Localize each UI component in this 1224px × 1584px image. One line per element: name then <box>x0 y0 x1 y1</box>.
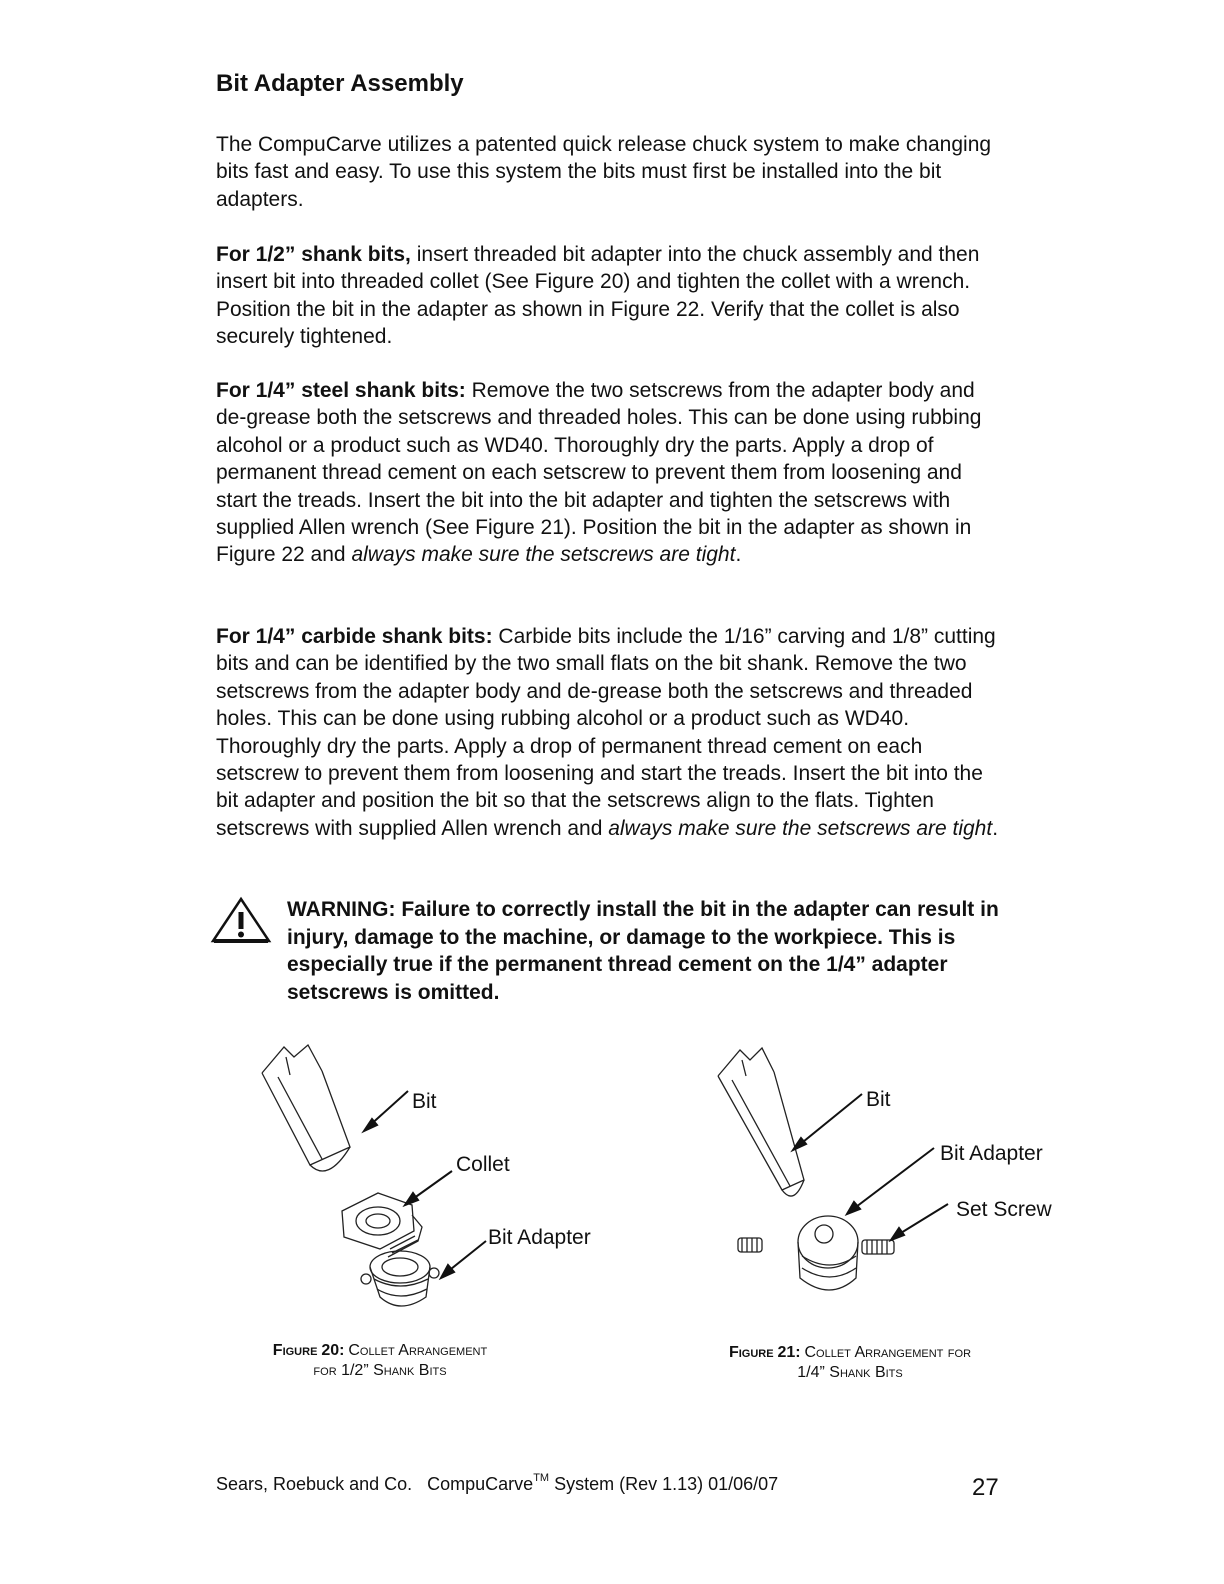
footer-product: CompuCarve <box>427 1474 534 1494</box>
footer-company: Sears, Roebuck and Co. <box>216 1474 413 1494</box>
caption-figure-word: Figure <box>272 1342 318 1359</box>
collet-label: Collet <box>456 1153 510 1176</box>
shank-arrangement-illustration <box>700 1040 1080 1310</box>
paragraph-text: insert threaded bit adapter into the chuck assembly and then insert bit into threaded collet (See Figure 20) and tighten the collet with a wrench. Position the bit in the adapter as shown in Figure 22. Verify that the collet is also securely tightened. <box>216 243 980 349</box>
caption-figure-number: 20: <box>321 1342 345 1359</box>
paragraph-end: . <box>735 543 742 567</box>
callout-arrows <box>364 1091 486 1278</box>
page-footer <box>216 1474 778 1495</box>
caption-line-1 <box>230 1340 530 1361</box>
paragraph-lead: For 1/4” steel shank bits: <box>216 379 466 402</box>
caption-title: Collet Arrangement for <box>804 1344 972 1361</box>
caption-figure-word: Figure <box>728 1344 774 1361</box>
set-screw-label: Set Screw <box>956 1198 1052 1221</box>
bit-adapter-label: Bit Adapter <box>488 1226 591 1249</box>
bit-adapter-drawing <box>361 1251 439 1306</box>
page-number: 27 <box>972 1474 999 1501</box>
figure-20 <box>240 1035 640 1325</box>
caption-line-2: for 1/2” Shank Bits <box>313 1362 447 1379</box>
paragraph-text: Carbide bits include the 1/16” carving and 1/8” cutting bits and can be identified by the two small flats on the bit shank. Remove the two setscrews from the adapter body and de-grease both the setscrews and threaded holes. This can be done using rubbing alcohol or a product such as WD40. Thoroughly dry the parts. Apply a drop of permanent thread cement on each setscrew to prevent them from loosening and start the treads. Insert the bit into the bit adapter and position the bit so that the setscrews align to the flats. Tighten setscrews with supplied Allen wrench and <box>216 625 996 840</box>
caption-title: Collet Arrangement <box>348 1342 488 1359</box>
figure-21 <box>700 1040 1080 1310</box>
paragraph-lead: For 1/2” shank bits, <box>216 243 411 266</box>
figure-20-caption <box>230 1340 530 1381</box>
page-title: Bit Adapter Assembly <box>216 70 464 97</box>
collet-arrangement-illustration <box>240 1035 640 1325</box>
caption-figure-number: 21: <box>777 1344 801 1361</box>
bit-drawing <box>718 1048 804 1196</box>
warning-triangle-icon <box>210 896 272 944</box>
warning-text: WARNING: Failure to correctly install the bit in the adapter can result in injury, damage to the machine, or damage to the workpiece. This is especially true if the permanent thread cement on the 1/4” adapter setscrews is omitted. <box>287 898 999 1004</box>
steel-shank-paragraph <box>216 377 1006 569</box>
caption-line-1 <box>680 1342 1020 1363</box>
bit-adapter-label: Bit Adapter <box>940 1142 1043 1165</box>
paragraph-end: . <box>992 816 999 840</box>
caption-line-2: 1/4” Shank Bits <box>797 1364 903 1381</box>
paragraph-emphasis: always make sure the setscrews are tight <box>351 543 736 567</box>
paragraph-lead: For 1/4” carbide shank bits: <box>216 625 493 648</box>
bit-adapter-drawing <box>798 1216 858 1290</box>
paragraph-text: Remove the two setscrews from the adapter body and de-grease both the setscrews and threaded holes. This can be done using rubbing alcohol or a product such as WD40. Thoroughly dry the parts. Apply a drop of permanent thread cement on each setscrew to prevent them from loosening and start the treads. Insert the bit into the bit adapter and tighten the setscrews with supplied Allen wrench (See Figure 21). Position the bit in the adapter as shown in Figure 22 and <box>216 379 982 567</box>
intro-paragraph: The CompuCarve utilizes a patented quick release chuck system to make changing bits fast and easy. To use this system the bits must first be installed into the bit adapters. <box>216 133 992 211</box>
paragraph-emphasis: always make sure the setscrews are tight <box>608 816 993 840</box>
bit-label: Bit <box>412 1090 437 1113</box>
footer-trademark: TM <box>533 1472 550 1484</box>
carbide-shank-paragraph <box>216 623 1006 842</box>
bit-label: Bit <box>866 1088 891 1111</box>
bit-drawing <box>262 1045 350 1171</box>
set-screw-drawing <box>738 1238 894 1254</box>
figure-21-caption <box>680 1342 1020 1383</box>
half-inch-shank-paragraph <box>216 241 1006 351</box>
footer-revision: System (Rev 1.13) 01/06/07 <box>549 1474 779 1494</box>
